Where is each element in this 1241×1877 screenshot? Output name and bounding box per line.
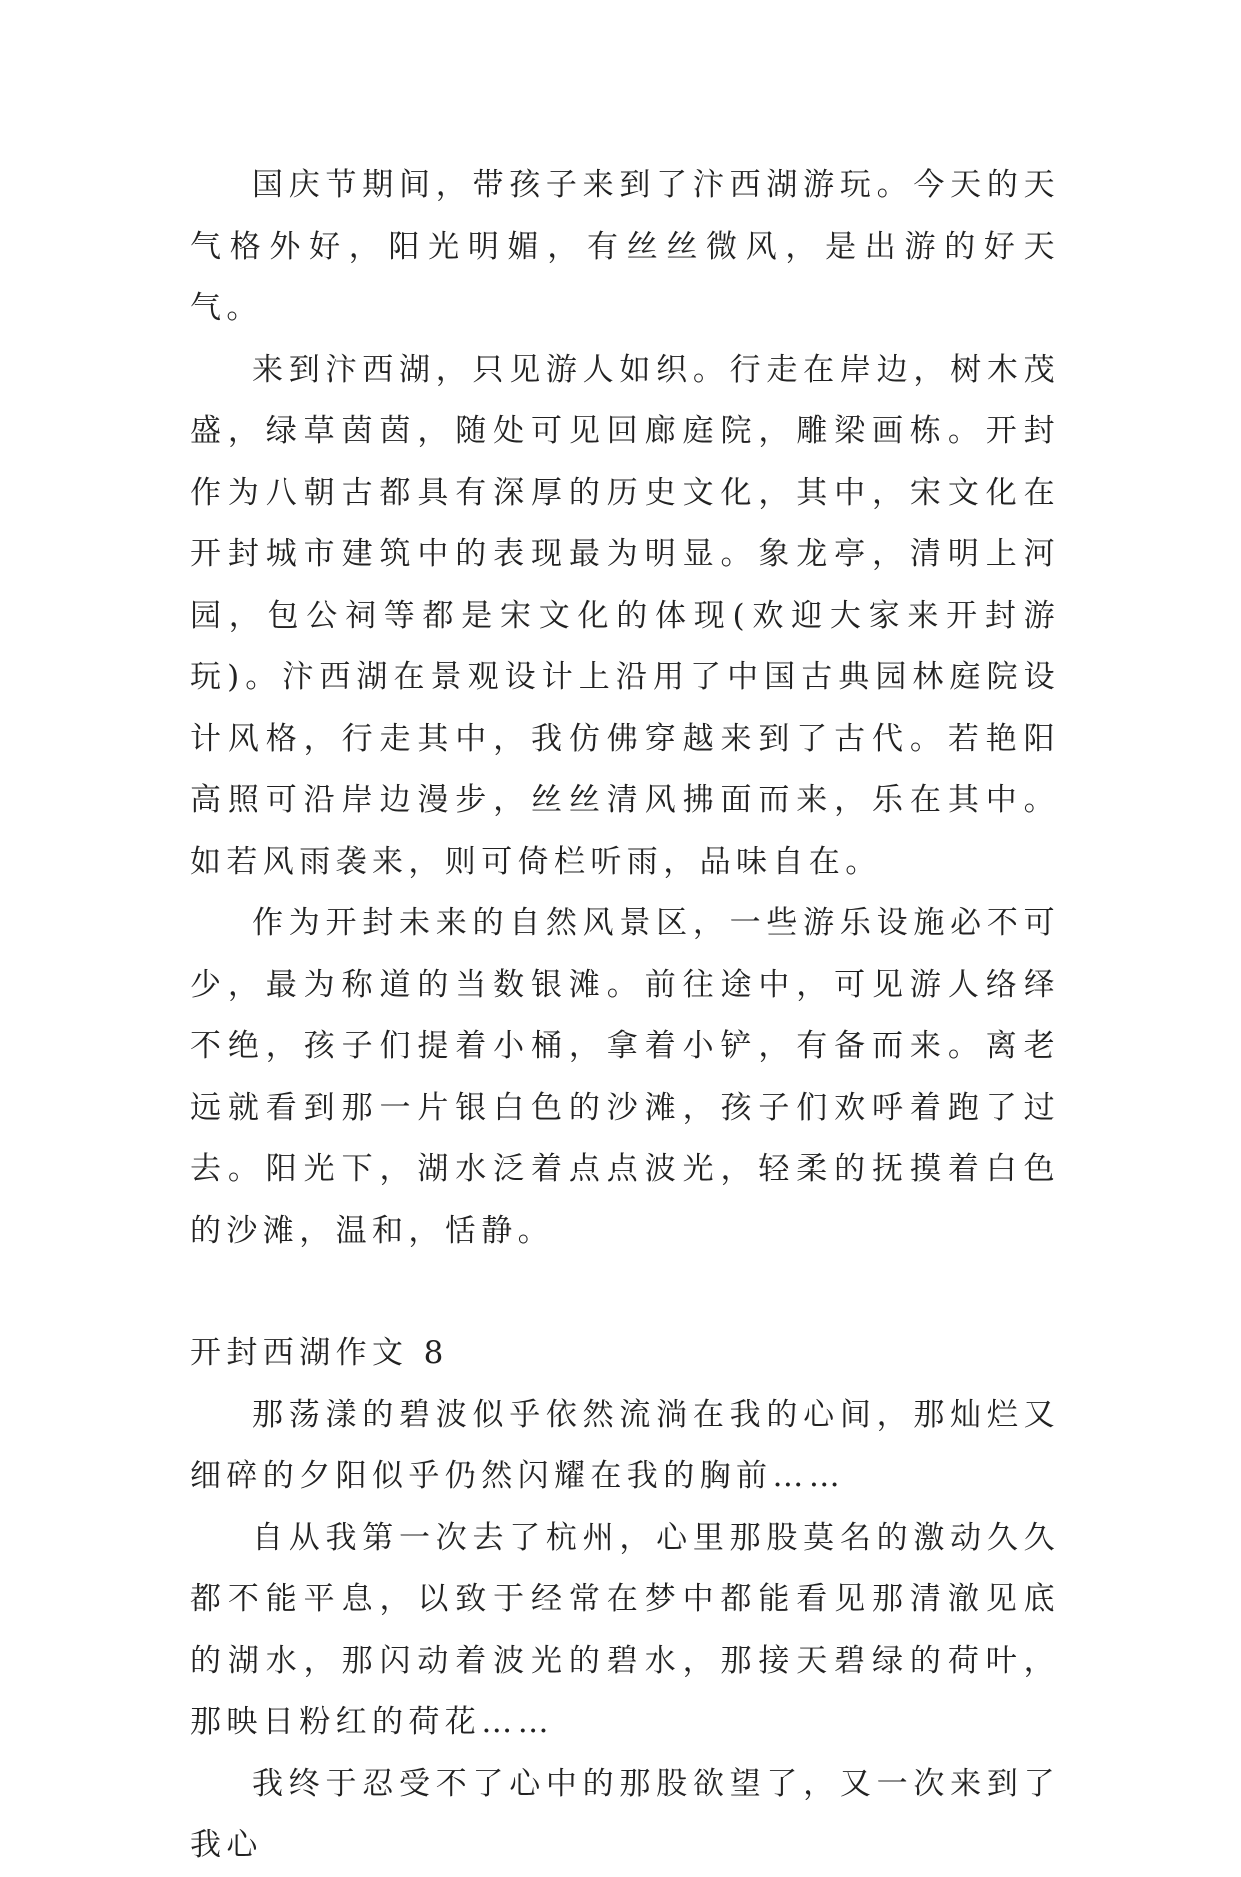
section-title: 开封西湖作文 8 [190, 1335, 449, 1371]
document-body [190, 155, 1060, 1877]
paragraph-3: 作为开封未来的自然风景区，一些游乐设施必不可少，最为称道的当数银滩。前往途中，可见游人络绎不绝，孩子们提着小桶，拿着小铲，有备而来。离老远就看到那一片银白色的沙滩，孩子们欢呼着跑了过去。阳光下，湖水泛着点点波光，轻柔的抚摸着白色的沙滩，温和，恬静。 [190, 905, 1060, 1249]
paragraph-5: 自从我第一次去了杭州，心里那股莫名的激动久久都不能平息，以致于经常在梦中都能看见那清澈见底的湖水，那闪动着波光的碧水，那接天碧绿的荷叶，那映日粉红的荷花…… [190, 1519, 1060, 1740]
section-title-wrapper [190, 1323, 1060, 1385]
paragraph-2: 来到汴西湖，只见游人如织。行走在岸边，树木茂盛，绿草茵茵，随处可见回廊庭院，雕梁画栋。开封作为八朝古都具有深厚的历史文化，其中，宋文化在开封城市建筑中的表现最为明显。象龙亭，清明上河园，包公祠等都是宋文化的体现(欢迎大家来开封游玩)。汴西湖在景观设计上沿用了中国古典园林庭院设计风格，行走其中，我仿佛穿越来到了古代。若艳阳高照可沿岸边漫步，丝丝清风拂面而来，乐在其中。如若风雨袭来，则可倚栏听雨，品味自在。 [190, 351, 1060, 880]
paragraph-1: 国庆节期间，带孩子来到了汴西湖游玩。今天的天气格外好，阳光明媚，有丝丝微风，是出游的好天气。 [190, 167, 1060, 326]
paragraph-6: 我终于忍受不了心中的那股欲望了，又一次来到了我心 [190, 1765, 1060, 1863]
paragraph-4: 那荡漾的碧波似乎依然流淌在我的心间，那灿烂又细碎的夕阳似乎仍然闪耀在我的胸前…… [190, 1396, 1060, 1494]
